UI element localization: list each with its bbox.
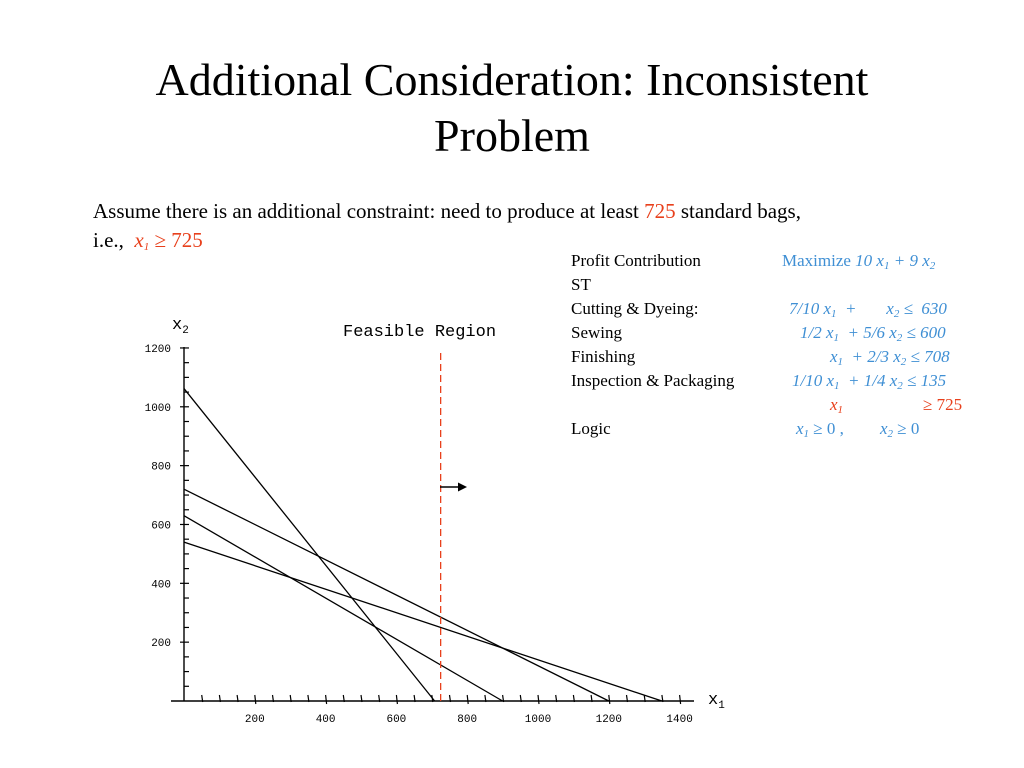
intro-var-sub: 1 <box>143 241 150 253</box>
cutting-expr: 7/10 $x_1$ + $x_2 \le 630$ <box>789 299 947 320</box>
x-tick-mark <box>396 695 397 704</box>
y-tick-label: 400 <box>151 579 171 592</box>
constraint-line-cutting-dyeing <box>184 516 503 701</box>
intro-line2-prefix: i.e., <box>93 228 135 252</box>
x-tick-label: 1400 <box>666 714 693 726</box>
new-constraint-rhs: ≥ 725 <box>923 395 963 414</box>
y-tick-label: 1200 <box>144 343 171 356</box>
inspection-expr: 1/10 $x_1 + 1/4$ $x_2 \le 135$ <box>792 371 947 392</box>
y-axis-label: $x_2$ <box>172 316 189 337</box>
x-tick-mark <box>609 695 610 704</box>
feasible-region-label: Feasible Region <box>343 323 497 342</box>
x-tick-label: 600 <box>386 714 407 726</box>
x-tick-label: 800 <box>457 714 478 726</box>
x-tick-mark <box>538 695 539 704</box>
x-tick-mark <box>680 695 681 704</box>
sewing-expr: 1/2 $x_1 + 5/6$ $x_2 \le 600$ <box>800 323 946 344</box>
intro-after: standard bags, <box>675 199 801 223</box>
objective: Maximize 10 $x_1 + 9$ $x_2$ <box>782 251 936 272</box>
graph-axes <box>171 347 694 701</box>
constraint-line-finishing <box>184 389 435 701</box>
x-axis-label: $x_1$ <box>708 691 725 712</box>
x-tick-mark <box>467 695 468 704</box>
x-tick-label: 1200 <box>595 714 623 726</box>
y-tick-label: 800 <box>151 461 171 474</box>
intro-before: Assume there is an additional constraint: need to produce at least <box>93 199 645 223</box>
x-tick-mark <box>255 695 256 704</box>
x-tick-label: 400 <box>315 714 336 726</box>
finishing-expr: $x_1 + 2/3$ $x_2 \le 708$ <box>830 347 950 368</box>
feasible-direction-arrow-head <box>458 483 467 492</box>
title-line-1: Additional Consideration: Inconsistent <box>155 54 869 105</box>
feasible-marker <box>440 350 467 701</box>
intro-value: 725 <box>644 199 676 223</box>
constraint-line-sewing <box>184 489 609 701</box>
graph-ticks <box>145 344 693 726</box>
constraint-lines <box>184 389 662 701</box>
logic-label: Logic <box>571 419 611 438</box>
intro-rel: ≥ 725 <box>149 228 203 252</box>
x-tick-label: 200 <box>244 714 265 726</box>
logic-x2: $x_2 \ge 0$ <box>880 419 920 440</box>
profit-label: Profit Contribution <box>571 251 701 270</box>
new-constraint-var: $x_1$ <box>830 395 844 416</box>
title-line-2: Problem <box>434 110 590 161</box>
y-tick-label: 1000 <box>144 402 171 415</box>
intro-var: x <box>134 228 144 252</box>
x-tick-mark <box>326 695 327 704</box>
finishing-label: Finishing <box>571 347 636 366</box>
st-label: ST <box>571 275 591 294</box>
x-tick-label: 1000 <box>524 714 552 726</box>
y-tick-label: 600 <box>151 520 171 533</box>
y-tick-label: 200 <box>151 638 171 651</box>
constraint-line-inspection-packaging <box>184 542 662 701</box>
sewing-label: Sewing <box>571 323 622 342</box>
inspection-label: Inspection & Packaging <box>571 371 735 390</box>
cutting-label: Cutting & Dyeing: <box>571 299 699 318</box>
logic-x1: $x_1 \ge 0$ , <box>796 419 844 440</box>
